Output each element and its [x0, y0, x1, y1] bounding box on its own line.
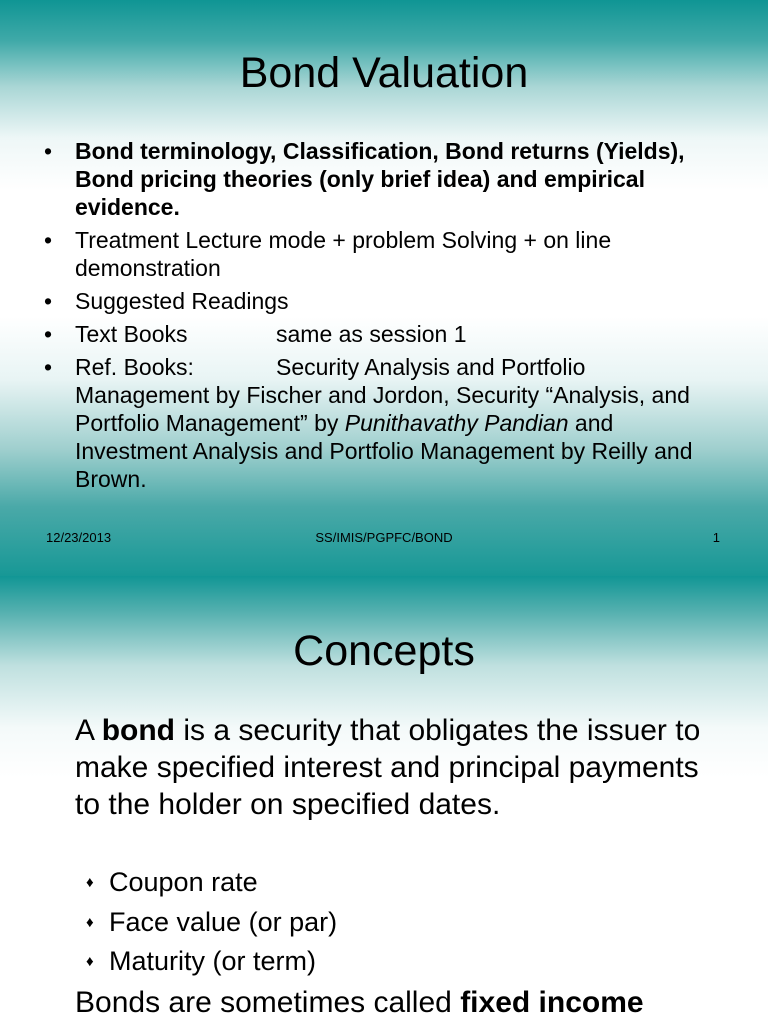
- paragraph-prefix: Bonds are sometimes called: [75, 986, 461, 1019]
- paragraph-bold: fixed income: [460, 986, 644, 1019]
- bullet-label-text: Text Books: [75, 321, 188, 347]
- bullet-icon: •: [44, 288, 53, 314]
- author-name: Punithavathy Pandian: [344, 410, 569, 436]
- list-item: [44, 353, 724, 493]
- paragraph-bold: bond: [101, 714, 176, 747]
- bullet-label: Ref. Books:: [75, 354, 194, 380]
- bullet-icon: •: [44, 138, 53, 164]
- slide-title: Bond Valuation: [239, 49, 529, 97]
- paragraph-suffix: is a security that obligates the issuer to make specified interest and principal payments to the holder on specified dates.: [75, 714, 701, 821]
- paragraph-prefix: A: [75, 714, 102, 747]
- bullet-icon: •: [44, 227, 53, 253]
- diamond-bullet-icon: ♦: [86, 913, 94, 931]
- sub-bullet-list: [86, 863, 337, 982]
- bullet-text: Bond terminology, Classification, Bond returns (Yields), Bond pricing theories (only brief idea) and empirical evidence.: [75, 138, 685, 220]
- bullet-text-cont: and Investment Analysis and Portfolio Management by Reilly and Brown.: [75, 410, 693, 492]
- list-item: [44, 287, 724, 315]
- list-item: [86, 903, 337, 943]
- footer-page-number: 1: [712, 530, 720, 545]
- bullet-value: same as session 1: [276, 321, 467, 347]
- definition-paragraph: [75, 712, 715, 823]
- list-item: [44, 137, 724, 221]
- footer-date: 12/23/2013: [46, 530, 112, 545]
- bullet-list: [44, 137, 724, 498]
- list-item: [86, 863, 337, 903]
- slide-title: Concepts: [293, 627, 475, 675]
- footer-center: SS/IMIS/PGPFC/BOND: [315, 530, 453, 545]
- bullet-text: Treatment Lecture mode + problem Solving + on line demonstration: [75, 227, 612, 281]
- fixed-income-paragraph: [75, 984, 768, 1021]
- bullet-text: Suggested Readings: [75, 288, 289, 314]
- sub-bullet-text: Face value (or par): [109, 906, 338, 937]
- diamond-bullet-icon: ♦: [86, 953, 94, 970]
- list-item: [86, 942, 337, 982]
- sub-bullet-text: Coupon rate: [109, 867, 258, 897]
- list-item: [44, 226, 724, 282]
- bullet-icon: •: [44, 354, 53, 380]
- bullet-icon: •: [44, 321, 53, 347]
- bullet-text: Security Analysis and Portfolio Management by Fischer and Jordon, Security “Analysis, and Portfolio Management” by: [75, 354, 690, 436]
- list-item: [44, 320, 724, 348]
- sub-bullet-text: Maturity (or term): [109, 946, 317, 976]
- diamond-bullet-icon: ♦: [86, 874, 94, 891]
- slide-2: [0, 576, 768, 1024]
